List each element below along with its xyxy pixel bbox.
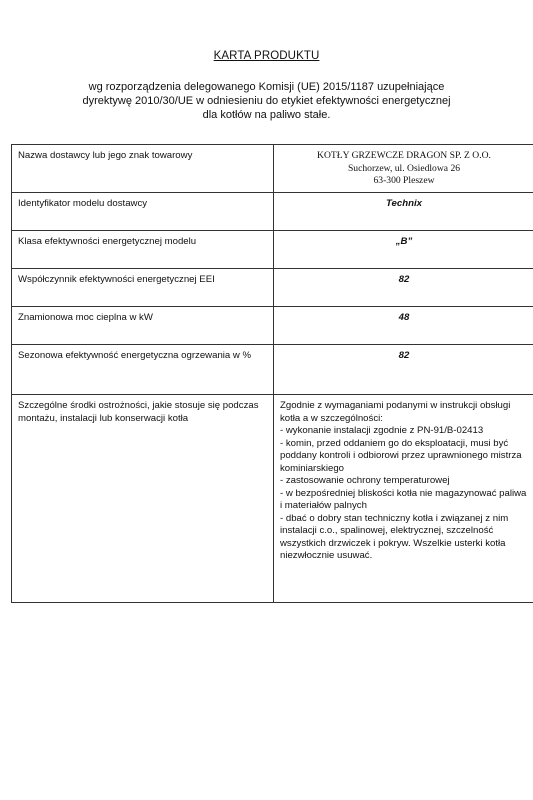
eei-label: Współczynnik efektywności energetycznej EEI [12,269,274,307]
precautions-line: - wykonanie instalacji zgodnie z PN-91/B-02413 [280,425,484,436]
table-row-seasonal-efficiency [12,345,533,395]
seasonal-efficiency-label: Sezonowa efektywność energetyczna ogrzewania w % [12,345,274,395]
precautions-label: Szczególne środki ostrożności, jakie stosuje się podczas montażu, instalacji lub konserwacji kotła [12,395,274,603]
supplier-label: Nazwa dostawcy lub jego znak towarowy [12,145,274,193]
model-id-value: Technix [274,193,533,231]
supplier-street: Suchorzew, ul. Osiedlowa 26 [347,162,461,174]
table-row-energy-class [12,231,533,269]
precautions-line: Zgodnie z wymaganiami podanymi w instrukcji obsługi kotła a w szczególności: [280,400,511,424]
energy-class-label: Klasa efektywności energetycznej modelu [12,231,274,269]
table-row-model-id [12,193,533,231]
precautions-value [274,395,533,603]
eei-value: 82 [274,269,533,307]
subtitle-line: wg rozporządzenia delegowanego Komisji (UE) 2015/1187 uzupełniające [88,81,445,93]
supplier-name: KOTŁY GRZEWCZE DRAGON SP. Z O.O. [317,150,491,161]
table-row-eei [12,269,533,307]
product-spec-table [11,144,533,603]
model-id-label: Identyfikator modelu dostawcy [12,193,274,231]
precautions-line: - zastosowanie ochrony temperaturowej [280,475,450,486]
supplier-value [274,145,533,193]
seasonal-efficiency-value: 82 [274,345,533,395]
precautions-line: - komin, przed oddaniem go do eksploatacji, musi być poddany kontroli i odbiorowi przez uprawnionego mistrza kominiarskiego [280,437,522,474]
document-title: KARTA PRODUKTU [213,50,320,62]
table-row-rated-heat-output [12,307,533,345]
rated-heat-output-label: Znamionowa moc cieplna w kW [12,307,274,345]
precautions-line: - w bezpośredniej bliskości kotła nie magazynować paliwa i materiałów palnych [280,487,527,511]
energy-class-value: „B” [274,231,533,269]
precautions-line: - dbać o dobry stan techniczny kotła i związanej z nim instalacji c.o., spalinowej, elektrycznej, szczelność wszystkich drzwiczek i pokryw. Wszelkie usterki kotła niezwłocznie usuwać. [280,512,509,561]
subtitle-line: dyrektywę 2010/30/UE w odniesieniu do etykiet efektywności energetycznej [82,95,451,107]
table-row-precautions [12,395,533,603]
supplier-postcode-city: 63-300 Pleszew [373,175,435,186]
document-subtitle [40,80,493,122]
table-row-supplier [12,145,533,193]
rated-heat-output-value: 48 [274,307,533,345]
subtitle-line: dla kotłów na paliwo stałe. [202,109,331,121]
